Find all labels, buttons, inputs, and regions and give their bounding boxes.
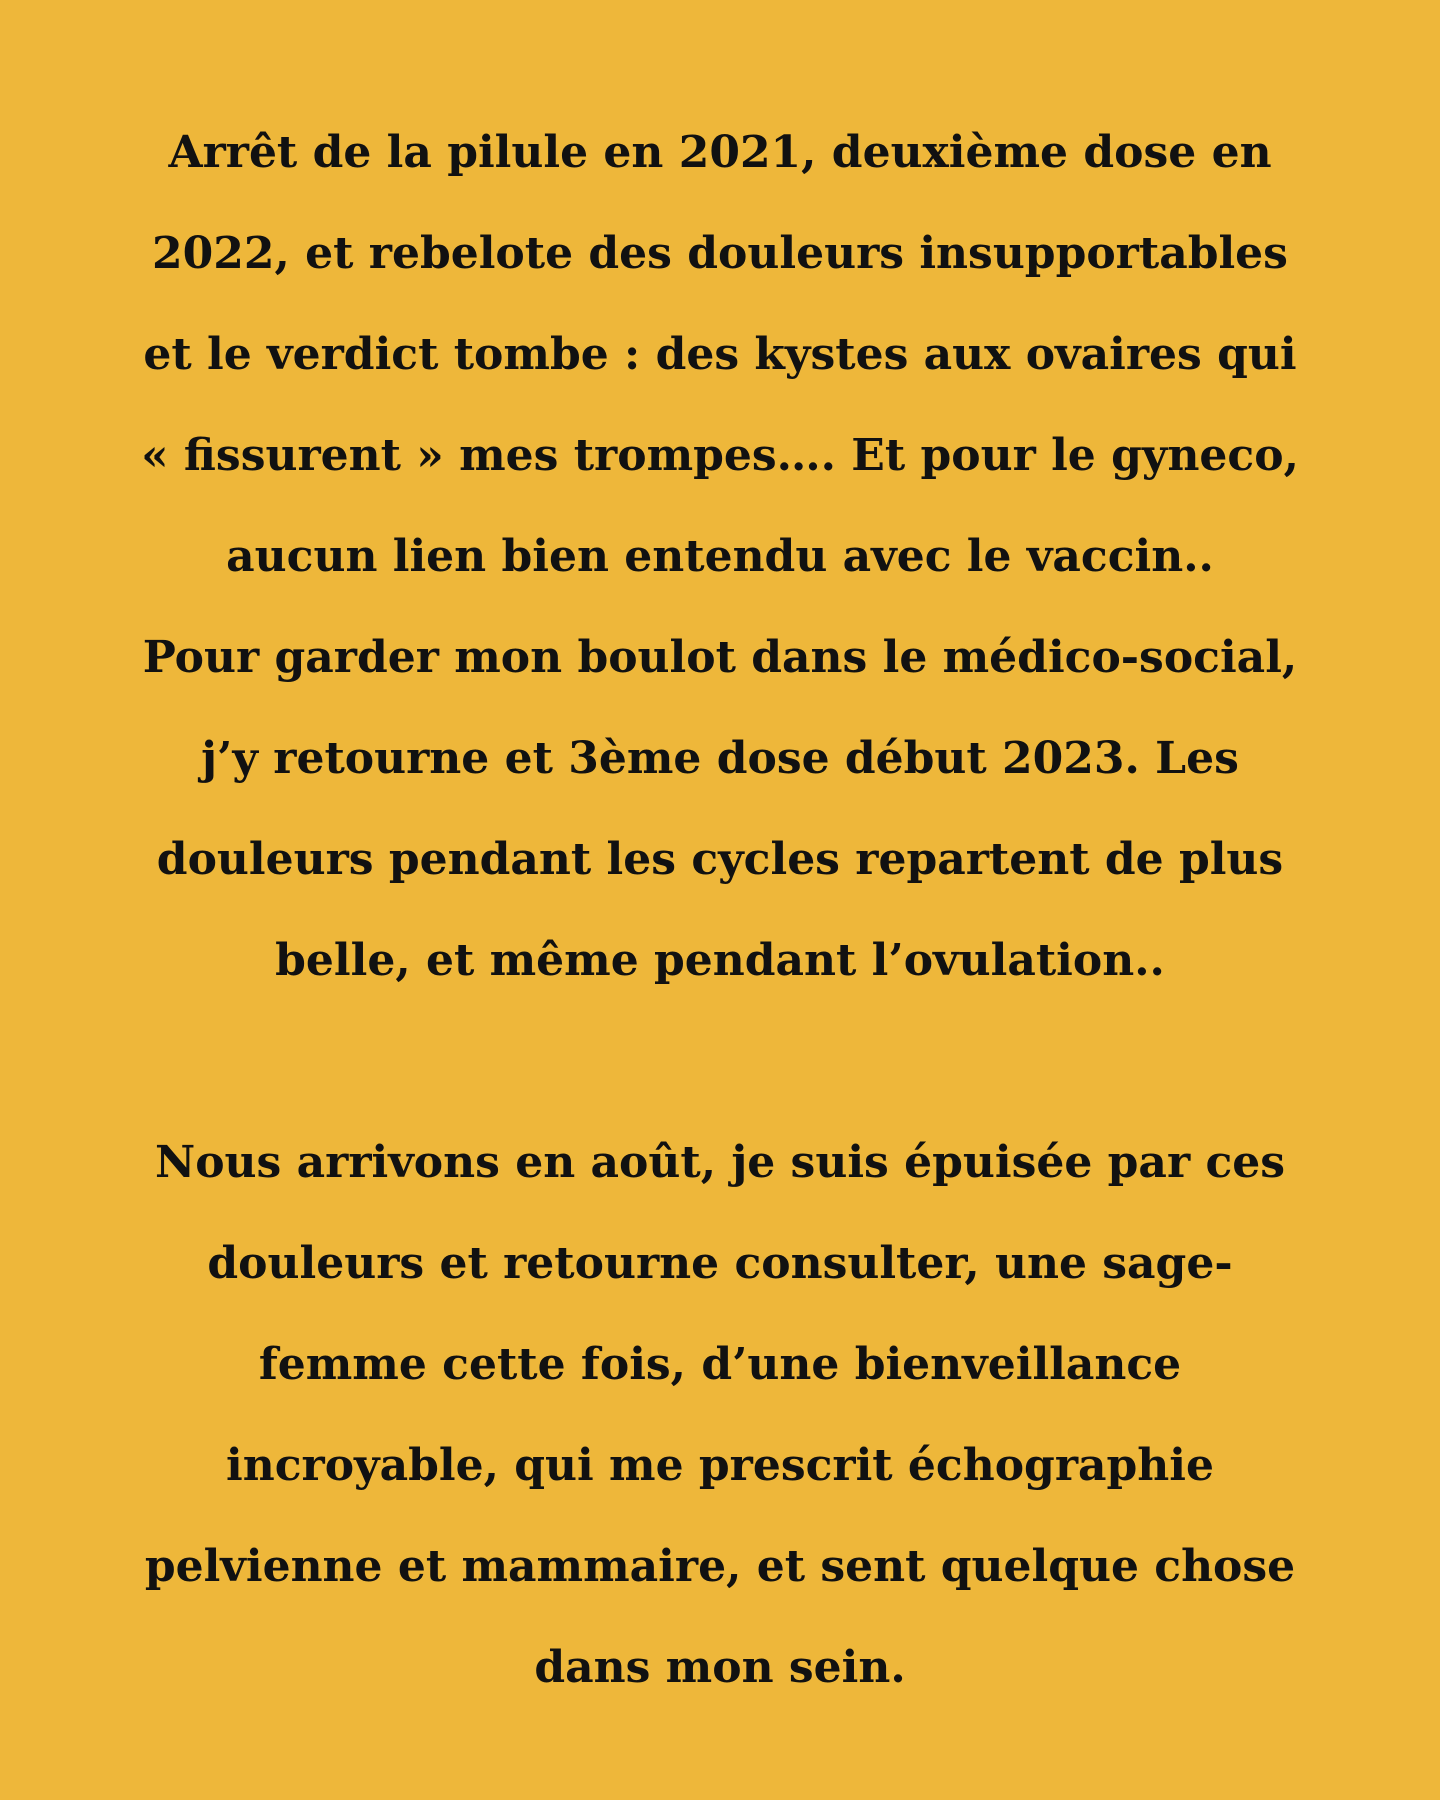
text-line: pelvienne et mammaire, et sent quelque chose: [144, 1541, 1296, 1592]
text-line: dans mon sein.: [534, 1642, 906, 1693]
text-line: Pour garder mon boulot dans le médico-social,: [142, 632, 1298, 683]
text-line: j’y retourne et 3ème dose début 2023. Les: [201, 733, 1239, 784]
text-line: douleurs pendant les cycles repartent de plus: [156, 834, 1284, 885]
text-line: « fissurent » mes trompes…. Et pour le gyneco,: [141, 430, 1299, 481]
text-line: douleurs et retourne consulter, une sage-: [207, 1238, 1233, 1289]
paragraph-2: [70, 1112, 1370, 1718]
text-line: femme cette fois, d’une bienveillance: [258, 1339, 1182, 1390]
text-line: aucun lien bien entendu avec le vaccin..: [226, 531, 1214, 582]
text-line: Arrêt de la pilule en 2021, deuxième dose en: [168, 127, 1272, 178]
paragraph-spacer: [70, 1011, 1370, 1112]
paragraph-1: [70, 102, 1370, 1011]
text-line: Nous arrivons en août, je suis épuisée par ces: [154, 1137, 1285, 1188]
text-line: incroyable, qui me prescrit échographie: [226, 1440, 1214, 1491]
text-block: [70, 102, 1370, 1718]
text-line: belle, et même pendant l’ovulation..: [275, 935, 1165, 986]
text-line: et le verdict tombe : des kystes aux ovaires qui: [143, 329, 1297, 380]
text-line: 2022, et rebelote des douleurs insupportables: [152, 228, 1288, 279]
